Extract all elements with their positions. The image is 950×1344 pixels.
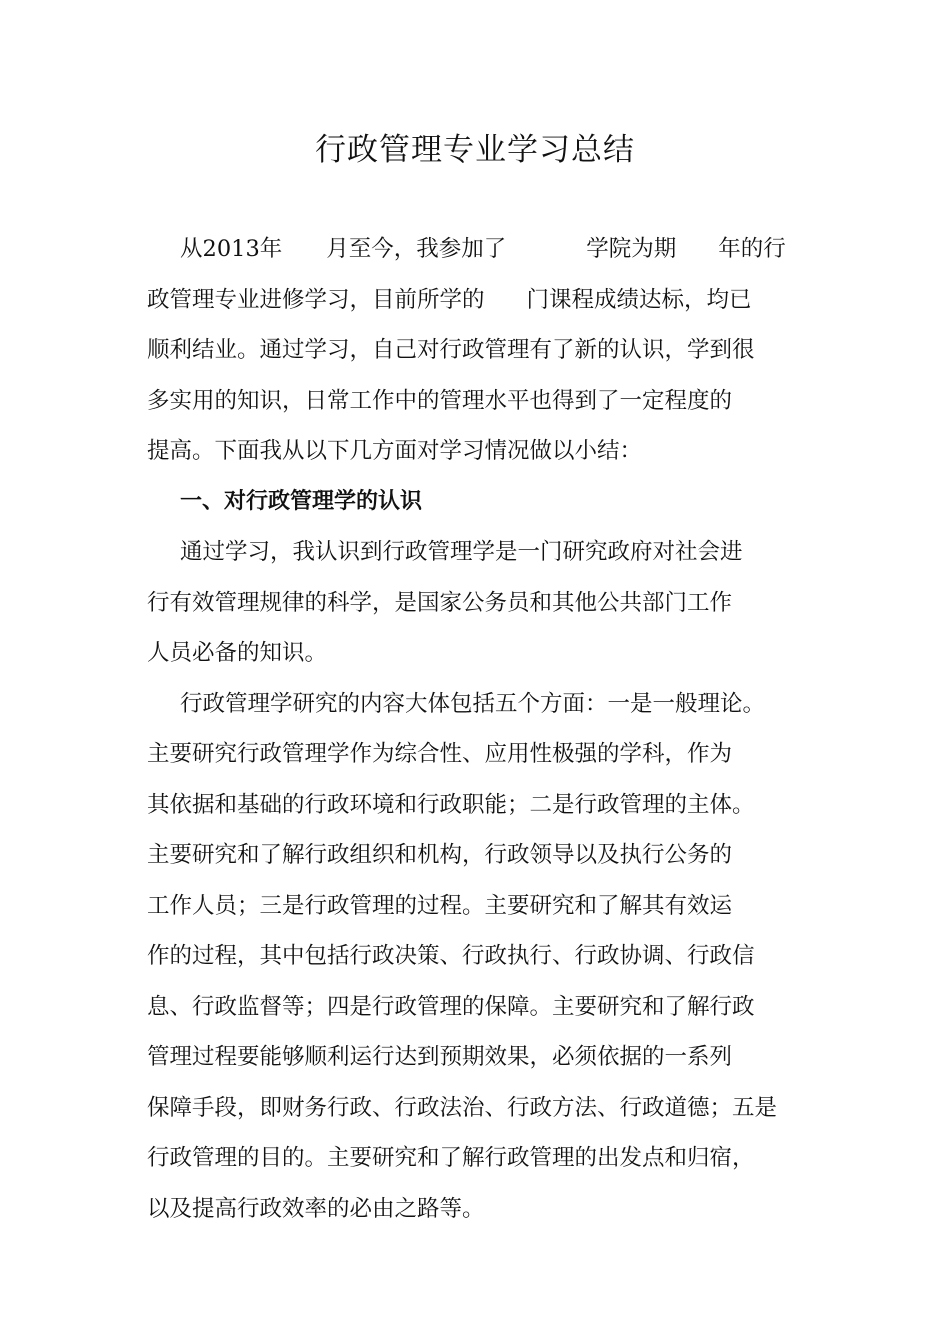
paragraph-2-line: 行政管理学研究的内容大体包括五个方面：一是一般理论。 (180, 690, 766, 717)
document-title: 行政管理专业学习总结 (315, 132, 635, 168)
section-heading-1: 一、对行政管理学的认识 (180, 488, 423, 514)
paragraph-1 (147, 527, 815, 679)
intro-line-4: 多实用的知识，日常工作中的管理水平也得到了一定程度的 (147, 387, 733, 414)
paragraph-2-line: 主要研究和了解行政组织和机构，行政领导以及执行公务的 (147, 842, 733, 868)
paragraph-2-line: 其依据和基础的行政环境和行政职能；二是行政管理的主体。 (147, 791, 755, 818)
paragraph-2-line: 保障手段，即财务行政、行政法治、行政方法、行政道德；五是 (147, 1094, 778, 1121)
intro-line-5: 提高。下面我从以下几方面对学习情况做以小结： (147, 438, 643, 464)
paragraph-1-line: 人员必备的知识。 (147, 640, 328, 666)
document-body (147, 224, 815, 1234)
intro-text-year: 从2013年 (180, 236, 283, 262)
intro-line-2 (147, 275, 815, 326)
paragraph-2-line: 工作人员；三是行政管理的过程。主要研究和了解其有效运 (147, 892, 733, 919)
intro-line-1 (147, 224, 815, 275)
paragraph-2-line: 管理过程要能够顺利运行达到预期效果，必须依据的一系列 (147, 1044, 733, 1070)
paragraph-1-line: 通过学习，我认识到行政管理学是一门研究政府对社会进 (180, 539, 743, 565)
paragraph-2-line: 作的过程，其中包括行政决策、行政执行、行政协调、行政信 (147, 943, 755, 969)
intro-line-3: 顺利结业。通过学习，自己对行政管理有了新的认识，学到很 (147, 337, 755, 363)
intro-text-duration: 学院为期 (586, 236, 677, 262)
paragraph-2 (147, 679, 815, 1235)
paragraph-2-line: 以及提高行政效率的必由之路等。 (147, 1195, 485, 1222)
intro-paragraph (147, 224, 815, 477)
paragraph-2-line: 主要研究行政管理学作为综合性、应用性极强的学科，作为 (147, 741, 733, 767)
paragraph-2-line: 息、行政监督等；四是行政管理的保障。主要研究和了解行政 (147, 993, 755, 1020)
paragraph-1-line: 行有效管理规律的科学，是国家公务员和其他公共部门工作 (147, 589, 733, 616)
intro-text-enrolled: 月至今，我参加了 (326, 236, 507, 262)
intro-text-courses: 政管理专业进修学习，目前所学的 (147, 286, 485, 313)
paragraph-2-line: 行政管理的目的。主要研究和了解行政管理的出发点和归宿， (147, 1145, 755, 1171)
intro-text-completed: 门课程成绩达标，均已 (526, 286, 752, 313)
intro-text-years: 年的行 (718, 236, 786, 262)
